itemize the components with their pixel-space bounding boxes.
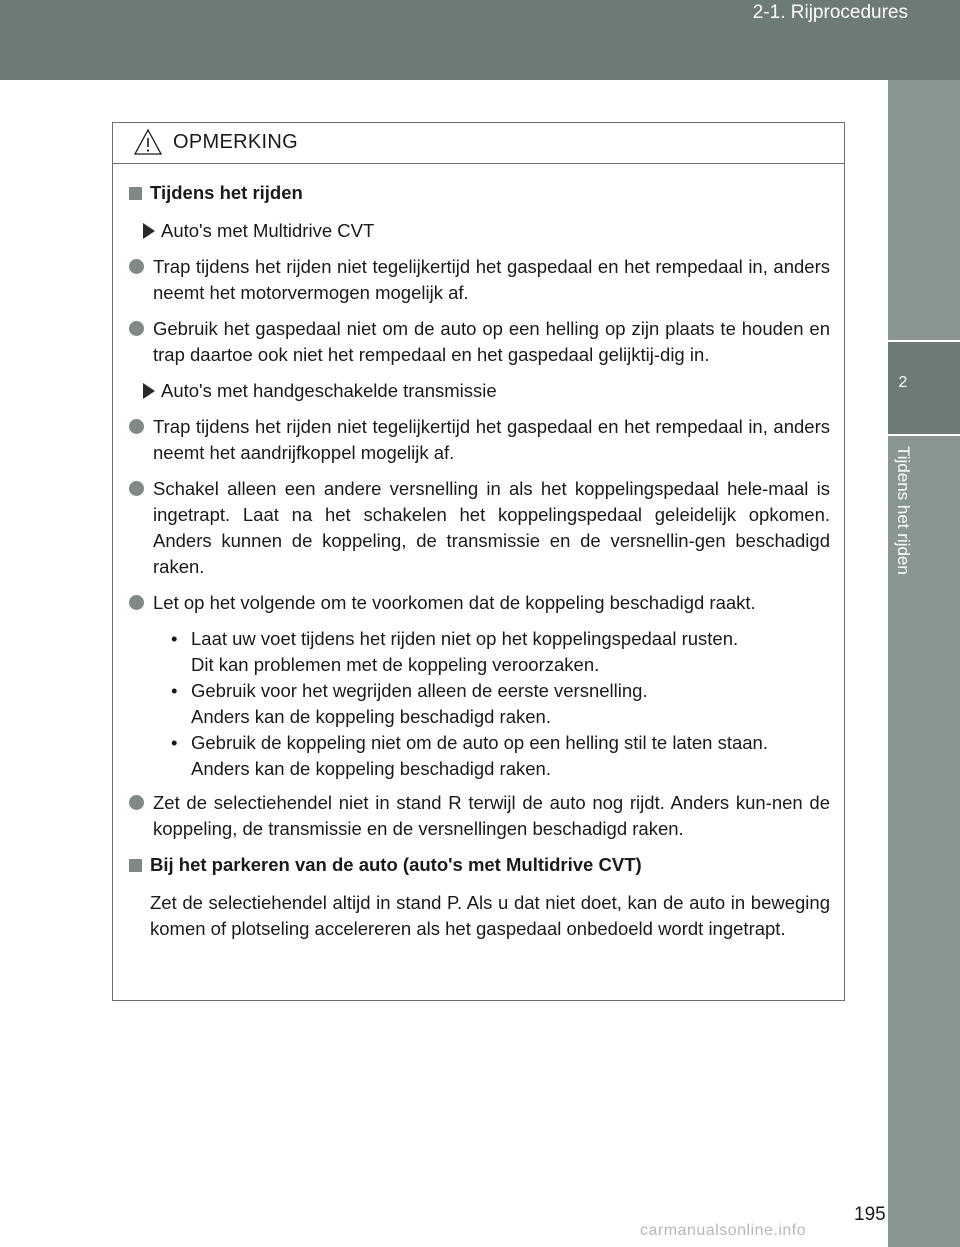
notice-body xyxy=(113,164,844,942)
section-heading-text: Tijdens het rijden xyxy=(150,182,303,203)
dash-item-line1: Gebruik voor het wegrijden alleen de eerste versnelling. xyxy=(191,680,648,701)
dash-item-line2: Dit kan problemen met de koppeling veroorzaken. xyxy=(191,654,600,675)
dash-list xyxy=(129,626,830,782)
list-item xyxy=(129,790,830,842)
chapter-number: 2 xyxy=(898,374,908,391)
list-item xyxy=(129,590,830,616)
subheading-text: Auto's met handgeschakelde transmissie xyxy=(161,380,497,401)
notice-box xyxy=(112,122,845,1001)
dot-bullet: • xyxy=(171,680,178,701)
chapter-title: Tijdens het rijden xyxy=(894,446,913,575)
subheading-text: Auto's met Multidrive CVT xyxy=(161,220,375,241)
dash-item xyxy=(171,626,830,678)
list-item xyxy=(129,316,830,368)
dash-item-line1: Laat uw voet tijdens het rijden niet op het koppelingspedaal rusten. xyxy=(191,628,739,649)
square-bullet-icon xyxy=(129,187,142,200)
section-heading xyxy=(129,180,830,206)
list-item-text: Trap tijdens het rijden niet tegelijkertijd het gaspedaal en het rempedaal in, anders neemt het motorvermogen mogelijk af. xyxy=(153,256,830,303)
notice-title: OPMERKING xyxy=(173,131,298,153)
dash-item xyxy=(171,678,830,730)
list-item-text: Trap tijdens het rijden niet tegelijkertijd het gaspedaal en het rempedaal in, anders neemt het aandrijfkoppel mogelijk af. xyxy=(153,416,830,463)
dash-item-line1: Gebruik de koppeling niet om de auto op een helling stil te laten staan. xyxy=(191,732,768,753)
section-heading-text: Bij het parkeren van de auto (auto's met Multidrive CVT) xyxy=(150,854,642,875)
dash-item-line2: Anders kan de koppeling beschadigd raken. xyxy=(191,758,551,779)
circle-bullet-icon xyxy=(129,595,144,610)
paragraph: Zet de selectiehendel altijd in stand P. Als u dat niet doet, kan de auto in beweging komen of plotseling accelereren als het gaspedaal onbedoeld wordt ingetrapt. xyxy=(150,892,830,939)
triangle-right-icon xyxy=(143,223,155,239)
page-header xyxy=(0,0,960,80)
section-heading xyxy=(129,852,830,878)
page-number: 195 xyxy=(854,1204,886,1225)
dot-bullet: • xyxy=(171,628,178,649)
dash-item xyxy=(171,730,830,782)
circle-bullet-icon xyxy=(129,481,144,496)
list-item-text: Schakel alleen een andere versnelling in als het koppelingspedaal hele-maal is ingetrapt. Laat na het schakelen het koppelingspedaal geleidelijk opkomen. Anders kunnen de koppeling, de transmissie en de versnellin-gen beschadigd raken. xyxy=(153,478,830,577)
list-item xyxy=(129,254,830,306)
notice-header xyxy=(113,123,844,164)
list-item-text: Zet de selectiehendel niet in stand R terwijl de auto nog rijdt. Anders kun-nen de koppeling, de transmissie en de versnellingen beschadigd raken. xyxy=(153,792,830,839)
list-item xyxy=(129,476,830,580)
dot-bullet: • xyxy=(171,732,178,753)
list-item-text: Let op het volgende om te voorkomen dat de koppeling beschadigd raakt. xyxy=(153,592,756,613)
circle-bullet-icon xyxy=(129,321,144,336)
circle-bullet-icon xyxy=(129,795,144,810)
side-tab-upper xyxy=(888,80,960,340)
list-item-text: Gebruik het gaspedaal niet om de auto op een helling op zijn plaats te houden en trap daartoe ook niet het rempedaal en het gaspedaal gelijktij-dig in. xyxy=(153,318,830,365)
section-title: 2-1. Rijprocedures xyxy=(752,2,908,23)
subheading-cvt xyxy=(129,218,830,244)
triangle-right-icon xyxy=(143,383,155,399)
circle-bullet-icon xyxy=(129,419,144,434)
circle-bullet-icon xyxy=(129,259,144,274)
watermark: carmanualsonline.info xyxy=(640,1222,807,1239)
warning-triangle-icon xyxy=(133,128,163,156)
list-item xyxy=(129,414,830,466)
dash-item-line2: Anders kan de koppeling beschadigd raken. xyxy=(191,706,551,727)
subheading-manual xyxy=(129,378,830,404)
square-bullet-icon xyxy=(129,859,142,872)
